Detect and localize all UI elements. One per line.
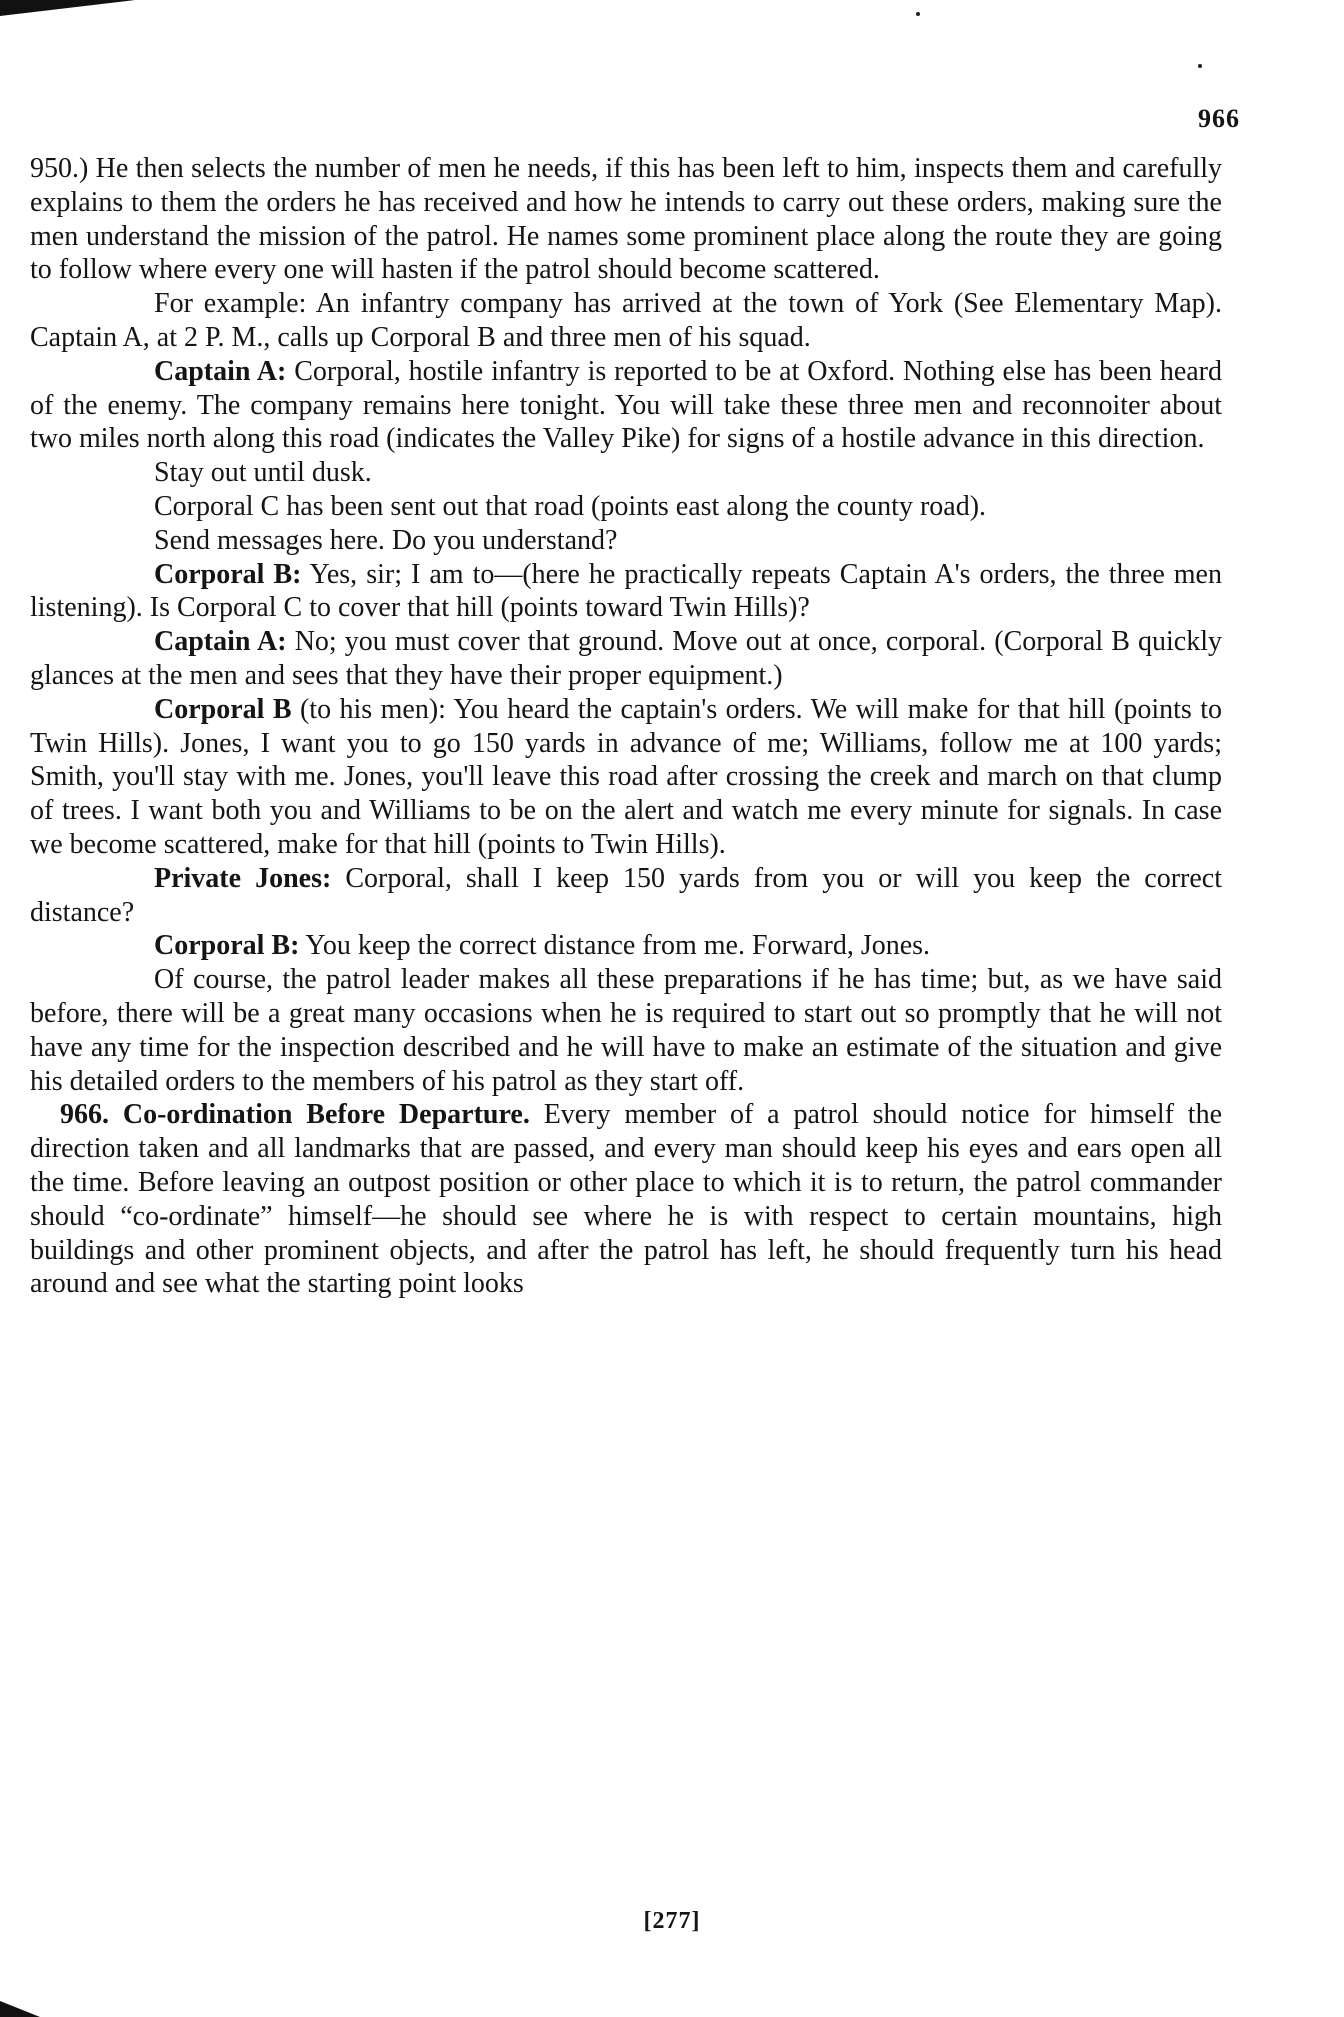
dialogue-text: Corporal, shall I keep 150 yards from you or will you keep the correct distance? <box>30 862 1222 928</box>
closing-paragraph: Of course, the patrol leader makes all these preparations if he has time; but, as we have said before, there will be a great many occasions when he is required to start out so promptly that he will not have any time for the inspection described and he will have to make an estimate of the situation and give his detailed orders to the members of his patrol as they start off. <box>30 964 1222 1097</box>
dialogue-text: Corporal C has been sent out that road (points east along the county road). <box>154 490 987 522</box>
scan-corner-mark-bottom <box>0 2001 40 2017</box>
paragraph-950 <box>30 152 1222 287</box>
speaker-label: Corporal B <box>154 693 292 725</box>
dialogue-line <box>30 693 1222 862</box>
dialogue-text: (to his men): You heard the captain's orders. We will make for that hill (points to Twin Hills). Jones, I want you to go 150 yards in advance of me; Williams, follow me at 100 yards; Smith, you'll stay with me. Jones, you'll leave this road after crossing the creek and march on that clump of trees. I want both you and Williams to be on the alert and watch me every minute for signals. In case we become scattered, make for that hill (points to Twin Hills). <box>30 693 1222 860</box>
dialogue-text: No; you must cover that ground. Move out at once, corporal. (Corporal B quickly glances at the men and sees that they have their proper equipment.) <box>30 626 1222 691</box>
dialogue-text: Stay out until dusk. <box>154 457 372 489</box>
scan-speck <box>916 12 920 16</box>
scan-corner-mark-top <box>0 0 135 16</box>
dialogue-line <box>30 558 1222 626</box>
page-number: 966 <box>1198 104 1240 133</box>
dialogue-text: Send messages here. Do you understand? <box>154 524 618 556</box>
dialogue-line <box>30 929 1222 963</box>
example-intro: For example: An infantry company has arrived at the town of York (See Elementary Map). Captain A, at 2 P. M., calls up Corporal B and three men of his squad. <box>30 288 1222 353</box>
section-number: 966. <box>60 1099 109 1131</box>
section-text: Every member of a patrol should notice for himself the direction taken and all landmarks that are passed, and every man should keep his eyes and ears open all the time. Before leaving an outpost position or other place to which it is to return, the patrol commander should “co-ordinate” himself—he should see where he is with respect to certain mountains, high buildings and other prominent objects, and after the patrol has left, he should frequently turn his head around and see what the starting point looks <box>30 1099 1222 1300</box>
dialogue-text: Yes, sir; I am to—(here he practically repeats Captain A's orders, the three men listening). Is Corporal C to cover that hill (points toward Twin Hills)? <box>30 558 1222 624</box>
dialogue-line <box>30 524 1222 558</box>
section-title: Co-ordination Before Departure. <box>122 1099 530 1131</box>
speaker-label: Captain A: <box>154 626 287 658</box>
dialogue-line <box>30 355 1222 456</box>
dialogue-text: You keep the correct distance from me. Forward, Jones. <box>305 930 931 962</box>
scan-speck <box>1198 64 1202 68</box>
dialogue-line <box>30 456 1222 490</box>
speaker-label: Corporal B: <box>154 930 300 962</box>
dialogue-line <box>30 625 1222 693</box>
page-body <box>30 152 1222 1301</box>
speaker-label: Corporal B: <box>154 558 302 590</box>
speaker-label: Private Jones: <box>154 862 332 894</box>
dialogue-line <box>30 490 1222 524</box>
dialogue-line <box>30 862 1222 930</box>
dialogue-text: Corporal, hostile infantry is reported to be at Oxford. Nothing else has been heard of the enemy. The company remains here tonight. You will take these three men and reconnoiter about two miles north along this road (indicates the Valley Pike) for signs of a hostile advance in this direction. <box>30 355 1223 455</box>
section-ref-950: 950.) <box>30 153 89 184</box>
speaker-label: Captain A: <box>154 355 287 387</box>
paragraph-950-text: He then selects the number of men he needs, if this has been left to him, inspects them and carefully explains to them the orders he has received and how he intends to carry out these orders, making sure the men understand the mission of the patrol. He names some prominent place along the route they are going to follow where every one will hasten if the patrol should become scattered. <box>30 153 1223 286</box>
section-966 <box>30 1098 1222 1301</box>
page-folio: [277] <box>643 1908 701 1934</box>
